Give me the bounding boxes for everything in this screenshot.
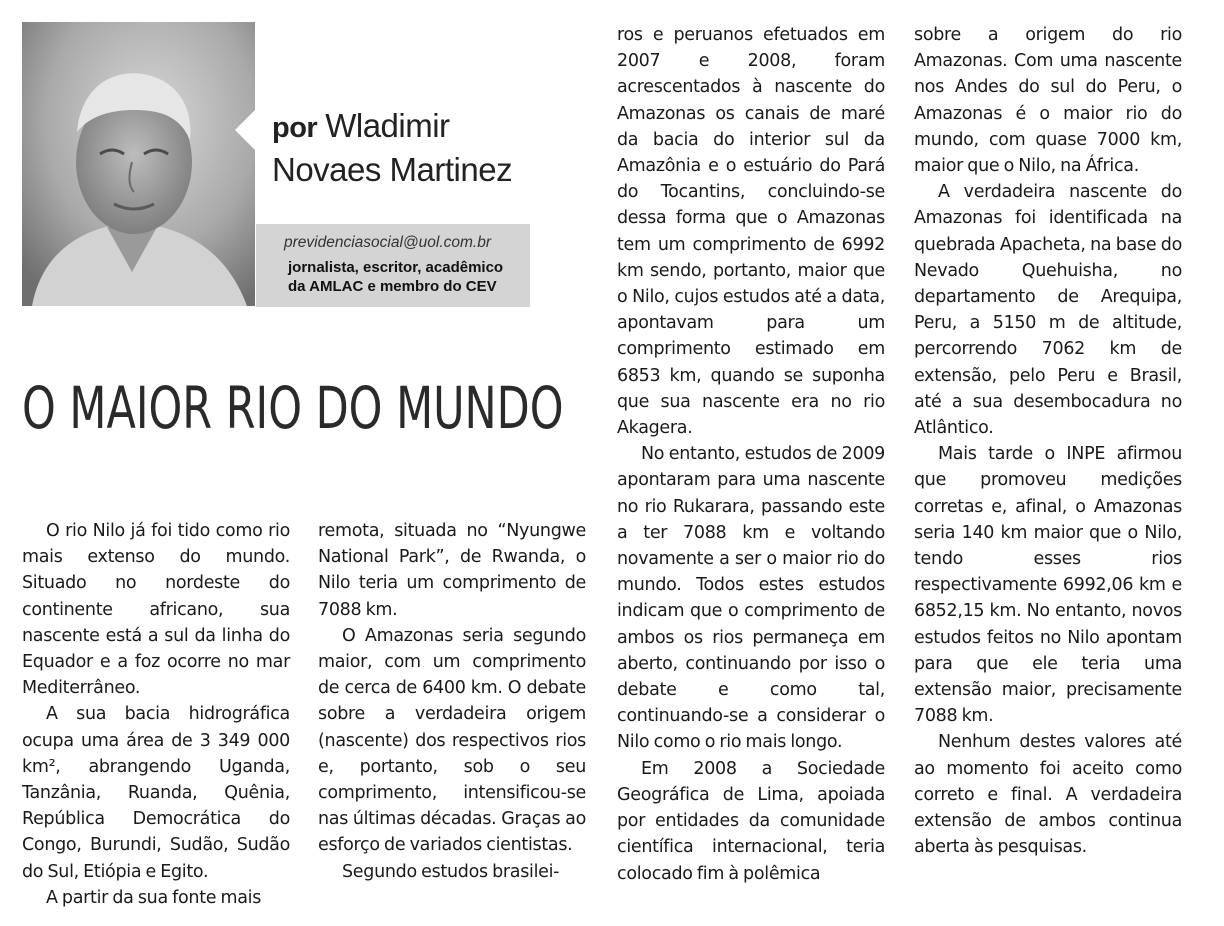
author-photo xyxy=(22,22,255,306)
photo-pointer xyxy=(235,108,257,152)
article-column-1 xyxy=(22,518,290,911)
article-column-4 xyxy=(914,22,1182,861)
paragraph: Nenhum destes valores até ao momento foi aceito como correto e final. A verdadeira extensão de ambos continua aberta às pesquisas. xyxy=(914,732,1182,858)
byline-prefix: por xyxy=(272,112,318,144)
author-role xyxy=(284,258,530,296)
paragraph: A partir da sua fonte mais xyxy=(46,887,262,908)
author-name-line2: Novaes Martinez xyxy=(272,151,513,188)
author-byline xyxy=(272,105,512,191)
paragraph: sobre a origem do rio Amazonas. Com uma nascente nos Andes do sul do Peru, o Amazonas é o maior rio do mundo, com quase 7000 km, maior que o Nilo, na África. xyxy=(914,25,1182,177)
paragraph: O rio Nilo já foi tido como rio mais extenso do mundo. Situado no nordeste do continente africano, sua nascente está a sul da linha do Equador e a foz ocorre no mar Mediterrâneo. xyxy=(22,521,290,699)
author-portrait-illustration xyxy=(22,22,255,306)
author-role-line1: jornalista, escritor, acadêmico xyxy=(288,259,504,276)
paragraph: Mais tarde o INPE afirmou que promoveu medições corretas e, afinal, o Amazonas seria 140 km maior que o Nilo, tendo esses rios respectivamente 6992,06 km e 6852,15 km. No entanto, novos estudos feitos no Nilo apontam para que ele teria uma extensão maior, precisamente 7088 km. xyxy=(914,444,1182,727)
author-role-line2: da AMLAC e membro do CEV xyxy=(288,278,497,295)
article-column-2 xyxy=(318,518,586,885)
author-contact-box xyxy=(256,224,530,307)
paragraph: ros e peruanos efetuados em 2007 e 2008, foram acrescentados à nascente do Amazonas os canais de maré da bacia do interior sul da Amazônia e o estuário do Pará do Tocantins, concluindo-se dessa forma que o Amazonas tem um comprimento de 6992 km sendo, portanto, maior que o Nilo, cujos estudos até a data, apontavam para um comprimento estimado em 6853 km, quando se suponha que sua nascente era no rio Akagera. xyxy=(617,25,885,439)
paragraph: Segundo estudos brasilei- xyxy=(342,861,560,882)
paragraph: A verdadeira nascente do Amazonas foi identificada na quebrada Apacheta, na base do Nevado Quehuisha, no departamento de Arequipa, Peru, a 5150 m de altitude, percorrendo 7062 km de extensão, pelo Peru e Brasil, até a sua desembocadura no Atlântico. xyxy=(914,182,1182,439)
article-title: O MAIOR RIO DO MUNDO xyxy=(22,374,564,442)
author-name-line1: Wladimir xyxy=(325,107,450,144)
paragraph: A sua bacia hidrográfica ocupa uma área de 3 349 000 km², abrangendo Uganda, Tanzânia, Ruanda, Quênia, República Democrática do Congo, Burundi, Sudão, Sudão do Sul, Etiópia e Egito. xyxy=(22,704,290,882)
article-column-3 xyxy=(617,22,885,887)
paragraph: remota, situada no “Nyungwe National Park”, de Rwanda, o Nilo teria um comprimento de 7088 km. xyxy=(318,521,586,620)
paragraph: No entanto, estudos de 2009 apontaram para uma nascente no rio Rukarara, passando este a ter 7088 km e voltando novamente a ser o maior rio do mundo. Todos estes estudos indicam que o comprimento de ambos os rios permaneça em aberto, continuando por isso o debate e como tal, continuando-se a considerar o Nilo como o rio mais longo. xyxy=(617,444,885,753)
paragraph: Em 2008 a Sociedade Geográfica de Lima, apoiada por entidades da comunidade científica internacional, teria colocado fim à polêmica xyxy=(617,758,885,884)
author-email[interactable]: previdenciasocial@uol.com.br xyxy=(284,234,491,251)
paragraph: O Amazonas seria segundo maior, com um comprimento de cerca de 6400 km. O debate sobre a verdadeira origem (nascente) dos respectivos rios e, portanto, sob o seu comprimento, intensificou-se nas últimas décadas. Graças ao esforço de variados cientistas. xyxy=(318,625,586,856)
